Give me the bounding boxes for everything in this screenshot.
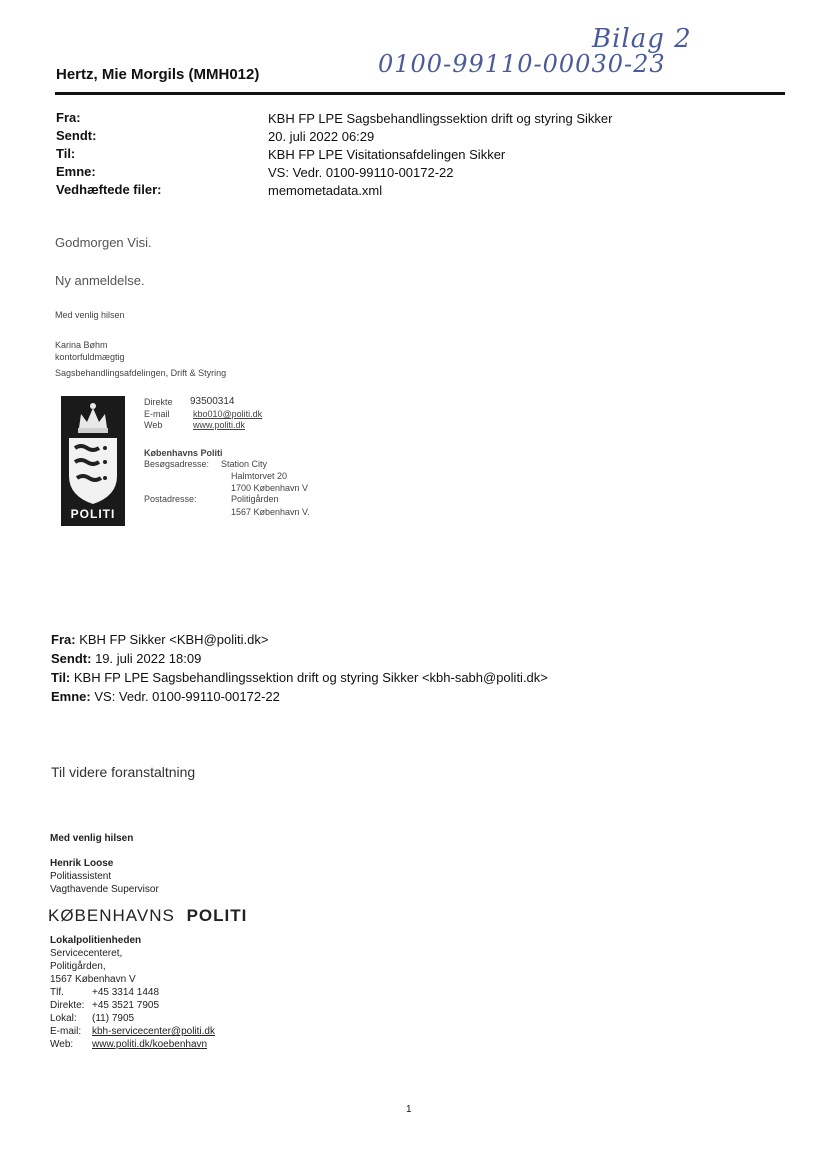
label-emne: Emne:	[56, 164, 96, 179]
addr-email-label: E-mail:	[50, 1026, 82, 1037]
contact-direkte: 93500314	[190, 396, 235, 407]
value-emne: VS: Vedr. 0100-99110-00172-22	[268, 165, 454, 180]
contact-web-link[interactable]: www.politi.dk	[193, 420, 246, 430]
fw-signature-role: Vagthavende Supervisor	[50, 884, 159, 895]
fw-signature-title: Politiassistent	[50, 871, 112, 882]
greeting: Godmorgen Visi.	[55, 235, 152, 250]
brand-light: KØBENHAVNS	[48, 906, 175, 925]
handwritten-case-number: 0100-99110-00030-23	[378, 50, 666, 78]
addr-tlf: +45 3314 1448	[92, 987, 160, 998]
contact-visit-1: Station City	[221, 459, 268, 469]
attachment-file[interactable]: memometadata.xml	[268, 183, 383, 198]
signature-name: Karina Bøhm	[55, 340, 108, 350]
label-attachments: Vedhæftede filer:	[56, 182, 162, 197]
page-number: 1	[406, 1104, 412, 1115]
contact-visit-label: Besøgsadresse:	[144, 459, 210, 469]
addr-web-link[interactable]: www.politi.dk/koebenhavn	[92, 1039, 208, 1050]
addr-web-label: Web:	[50, 1039, 74, 1050]
contact-direkte-label: Direkte	[144, 397, 173, 407]
addr-lokal-label: Lokal:	[50, 1013, 77, 1024]
logo-text: POLITI	[70, 507, 116, 521]
label-sendt: Sendt:	[56, 128, 97, 143]
fw-fra: Fra: KBH FP Sikker <KBH@politi.dk>	[51, 632, 269, 647]
signature-title: kontorfuldmægtig	[55, 352, 125, 362]
fw-body: Til videre foranstaltning	[51, 764, 196, 780]
brand-logo	[48, 906, 247, 926]
fw-closing: Med venlig hilsen	[50, 833, 134, 844]
addr-tlf-label: Tlf.	[50, 987, 64, 998]
addr-direkte: +45 3521 7905	[92, 1000, 160, 1011]
fw-sendt: Sendt: 19. juli 2022 18:09	[51, 651, 202, 666]
contact-visit-3: 1700 København V	[231, 483, 309, 493]
contact-visit-2: Halmtorvet 20	[231, 471, 288, 481]
document-author: Hertz, Mie Morgils (MMH012)	[56, 66, 260, 83]
label-til: Til:	[56, 146, 76, 161]
closing: Med venlig hilsen	[55, 310, 125, 320]
politi-logo	[61, 396, 125, 526]
signature-dept: Sagsbehandlingsafdelingen, Drift & Styring	[55, 368, 227, 378]
contact-post-2: 1567 København V.	[231, 507, 310, 517]
contact-org: Københavns Politi	[144, 448, 223, 458]
addr-direkte-label: Direkte:	[50, 1000, 85, 1011]
addr-unit: Lokalpolitienheden	[50, 935, 142, 946]
handwritten-bilag: Bilag 2	[592, 24, 692, 54]
addr-email-link[interactable]: kbh-servicecenter@politi.dk	[92, 1026, 215, 1037]
body-text: Ny anmeldelse.	[55, 273, 145, 288]
addr-lokal: (11) 7905	[92, 1013, 135, 1024]
addr-line-1: Servicecenteret,	[50, 948, 123, 959]
fw-signature-name: Henrik Loose	[50, 858, 114, 869]
fw-til: Til: KBH FP LPE Sagsbehandlingssektion drift og styring Sikker <kbh-sabh@politi.dk>	[51, 670, 548, 685]
value-til: KBH FP LPE Visitationsafdelingen Sikker	[268, 147, 506, 162]
contact-web-label: Web	[144, 420, 163, 430]
header-rule	[55, 92, 785, 95]
brand-bold: POLITI	[186, 906, 248, 925]
value-sendt: 20. juli 2022 06:29	[268, 129, 375, 144]
contact-email-label: E-mail	[144, 409, 170, 419]
value-fra: KBH FP LPE Sagsbehandlingssektion drift og styring Sikker	[268, 111, 613, 126]
label-fra: Fra:	[56, 110, 81, 125]
addr-line-3: 1567 København V	[50, 974, 136, 985]
contact-email-link[interactable]: kbo010@politi.dk	[193, 409, 263, 419]
contact-post-label: Postadresse:	[144, 494, 197, 504]
addr-line-2: Politigården,	[50, 961, 106, 972]
fw-emne: Emne: VS: Vedr. 0100-99110-00172-22	[51, 689, 280, 704]
contact-post-1: Politigården	[231, 494, 279, 504]
